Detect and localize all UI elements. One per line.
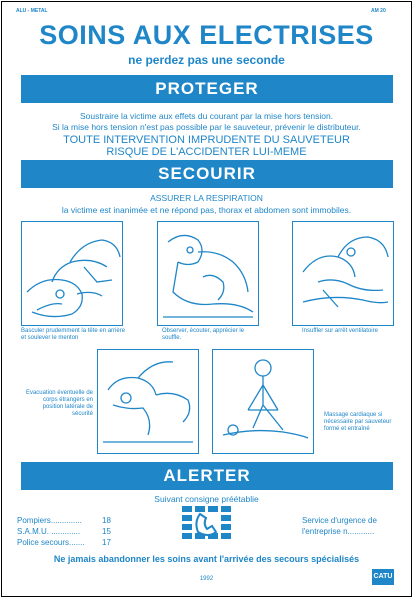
contact-number-police: 17 bbox=[102, 538, 111, 547]
footer-warning: Ne jamais abandonner les soins avant l'arrivée des secours spécialisés bbox=[53, 554, 360, 564]
caption-observe: Observer, écouter, apprécier le souffle. bbox=[162, 328, 245, 341]
illustration-insufflate bbox=[292, 221, 394, 326]
insufflate-drawing bbox=[293, 222, 393, 325]
illustration-observe bbox=[157, 221, 259, 326]
page-subtitle: ne perdez pas une seconde bbox=[128, 53, 285, 67]
contact-label-pompiers: Pompiers.............. bbox=[17, 516, 82, 525]
illustration-head-tilt bbox=[21, 221, 123, 326]
telephone-keypad-icon bbox=[176, 502, 236, 548]
proteger-band bbox=[21, 75, 393, 103]
head-tilt-drawing bbox=[22, 222, 122, 325]
caption-massage: Massage cardiaque si nécessaire par sauveteur formé et entraîné bbox=[324, 412, 392, 432]
proteger-warning-1: TOUTE INTERVENTION IMPRUDENTE DU SAUVETEUR bbox=[63, 134, 350, 146]
caption-insufflate: Insuffler sur arrêt ventilatoire bbox=[302, 328, 378, 334]
contact-number-pompiers: 18 bbox=[102, 516, 111, 525]
secourir-band bbox=[21, 160, 393, 188]
caption-recovery: Evacuation éventuelle de corps étrangers en position latérale de sécurité bbox=[25, 390, 93, 417]
service-urgence-label: Service d'urgence de bbox=[302, 516, 377, 525]
caption-head-tilt: Basculer prudemment la tête en arrière et soulever le menton bbox=[21, 328, 126, 341]
poster bbox=[1, 1, 412, 597]
contact-number-samu: 15 bbox=[102, 527, 111, 536]
cardiac-massage-drawing bbox=[213, 350, 313, 453]
illustration-cardiac-massage bbox=[212, 349, 314, 454]
proteger-line-2: Si la mise hors tension n'est pas possible par le sauveteur, prévenir le distributeur. bbox=[52, 122, 361, 132]
proteger-line-1: Soustraire la victime aux effets du courant par la mise hors tension. bbox=[79, 111, 334, 121]
catu-logo: CATU bbox=[372, 569, 394, 585]
alerter-line-1: Suivant consigne préétablie bbox=[154, 494, 259, 504]
page-title: SOINS AUX ELECTRISES bbox=[39, 20, 374, 50]
year-label: 1992 bbox=[199, 576, 214, 582]
secourir-line-1: ASSURER LA RESPIRATION bbox=[150, 193, 263, 203]
proteger-heading: PROTEGER bbox=[155, 79, 259, 98]
secourir-line-2: la victime est inanimée et ne répond pas, thorax et abdomen sont immobiles. bbox=[61, 205, 352, 215]
top-left-label: ALU - METAL bbox=[16, 8, 48, 14]
secourir-heading: SECOURIR bbox=[158, 164, 256, 183]
observe-drawing bbox=[158, 222, 258, 325]
alerter-band bbox=[21, 462, 393, 490]
proteger-warning-2: RISQUE DE L'ACCIDENTER LUI-MEME bbox=[106, 146, 307, 158]
top-right-label: AM 20 bbox=[371, 8, 386, 14]
contact-label-samu: S.A.M.U. ............. bbox=[17, 527, 81, 536]
recovery-position-drawing bbox=[98, 350, 198, 453]
contact-label-police: Police secours....... bbox=[17, 538, 85, 547]
entreprise-number-label: l'entreprise n............ bbox=[302, 527, 375, 536]
illustration-recovery-position bbox=[97, 349, 199, 454]
alerter-heading: ALERTER bbox=[163, 466, 251, 485]
